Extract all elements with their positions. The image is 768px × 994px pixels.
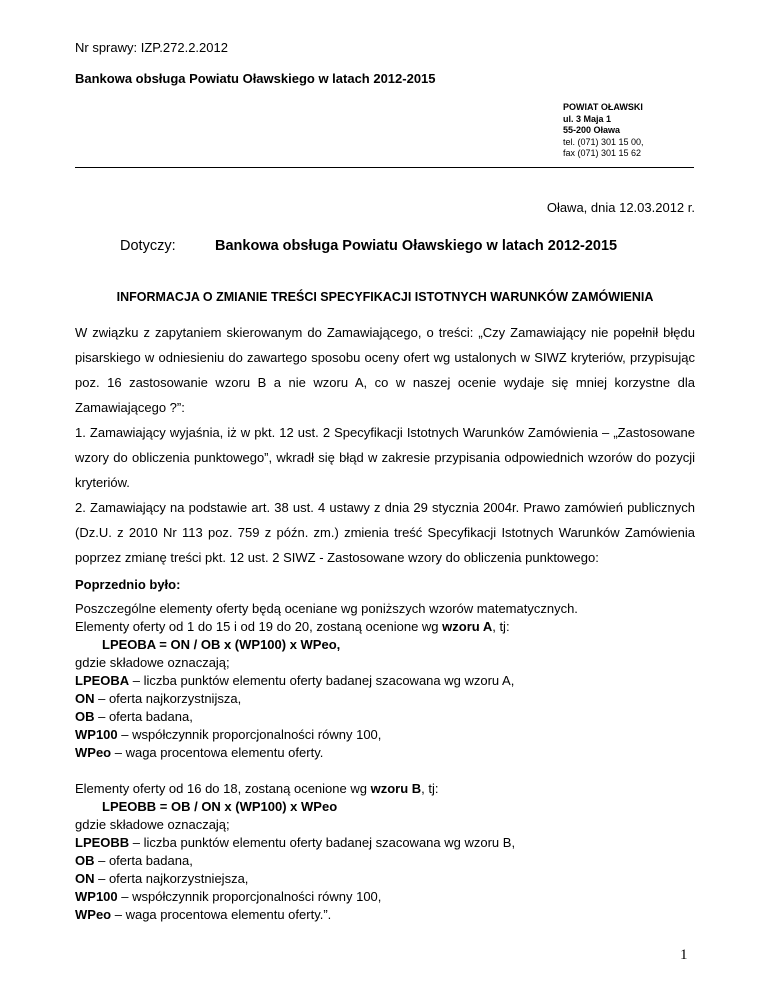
formula-b-intro-text: Elementy oferty od 16 do 18, zostaną ocenione wg [75, 781, 371, 796]
list-item-a [75, 726, 381, 744]
subject-label: Dotyczy: [120, 238, 176, 254]
list-item-b [75, 852, 193, 870]
project-title: Bankowa obsługa Powiatu Oławskiego w latach 2012-2015 [75, 71, 436, 86]
document-date: Oława, dnia 12.03.2012 r. [546, 200, 695, 215]
address-block [563, 102, 644, 160]
term: OB [75, 709, 95, 724]
formula-a-intro-end: , tj: [492, 619, 510, 634]
address-street: ul. 3 Maja 1 [563, 113, 612, 124]
list-item-a [75, 744, 323, 762]
list-item-b [75, 834, 515, 852]
term: WP100 [75, 727, 118, 742]
list-item-a [75, 690, 241, 708]
address-name: POWIAT OŁAWSKI [563, 102, 643, 112]
list-item-a [75, 708, 193, 726]
paragraph-point-1: 1. Zamawiający wyjaśnia, iż w pkt. 12 ust. 2 Specyfikacji Istotnych Warunków Zamówienia – „Zastosowane wzory do obliczenia punktowego”, wkradł się błąd w zakresie przypisania odpowiednich wzorów do pozycji kryteriów. [75, 425, 695, 490]
header-rule [75, 167, 694, 168]
address-fax: fax (071) 301 15 62 [563, 148, 642, 158]
formula-a-name: wzoru A [442, 619, 493, 634]
formula-a-intro-text: Elementy oferty od 1 do 15 i od 19 do 20, zostaną ocenione wg [75, 619, 443, 634]
term-desc: – waga procentowa elementu oferty.”. [111, 907, 332, 922]
components-a-label: gdzie składowe oznaczają; [75, 655, 230, 670]
term-desc: – oferta najkorzystnijsza, [94, 691, 242, 706]
previous-label: Poprzednio było: [75, 577, 181, 592]
subject-text: Bankowa obsługa Powiatu Oławskiego w latach 2012-2015 [215, 238, 618, 254]
term: ON [75, 871, 95, 886]
previous-intro: Poszczególne elementy oferty będą oceniane wg poniższych wzorów matematycznych. [75, 601, 578, 616]
formula-b: LPEOBB = OB / ON x (WP100) x WPeo [102, 799, 338, 814]
term: OB [75, 853, 95, 868]
term-desc: – liczba punktów elementu oferty badanej szacowana wg wzoru A, [129, 673, 515, 688]
paragraph-point-2: 2. Zamawiający na podstawie art. 38 ust. 4 ustawy z dnia 29 stycznia 2004r. Prawo zamówień publicznych (Dz.U. z 2010 Nr 113 poz. 759 z późn. zm.) zmienia treść Specyfikacji Istotnych Warunków Zamówienia poprzez zmianę treści pkt. 12 ust. 2 SIWZ - Zastosowane wzory do obliczenia punktowego: [75, 500, 695, 565]
term: WP100 [75, 889, 118, 904]
term: LPEOBA [75, 673, 130, 688]
list-item-b [75, 906, 331, 924]
case-number: Nr sprawy: IZP.272.2.2012 [75, 40, 228, 55]
term: LPEOBB [75, 835, 130, 850]
term: WPeo [75, 745, 112, 760]
term-desc: – współczynnik proporcjonalności równy 100, [117, 889, 382, 904]
list-item-b [75, 870, 248, 888]
formula-a: LPEOBA = ON / OB x (WP100) x WPeo, [102, 637, 341, 652]
list-item-b [75, 888, 381, 906]
term-desc: – liczba punktów elementu oferty badanej szacowana wg wzoru B, [129, 835, 516, 850]
term-desc: – oferta badana, [94, 709, 193, 724]
term-desc: – oferta najkorzystniejsza, [94, 871, 249, 886]
paragraph-question: W związku z zapytaniem skierowanym do Zamawiającego, o treści: „Czy Zamawiający nie popełnił błędu pisarskiego w odniesieniu do zawartego sposobu oceny ofert wg ustalonych w SIWZ kryteriów, przypisując poz. 16 zastosowanie wzoru B a nie wzoru A, co w naszej ocenie wydaje się mniej korzystne dla Zamawiającego ?”: [75, 325, 695, 415]
formula-b-intro-end: , tj: [421, 781, 439, 796]
address-city: 55-200 Oława [563, 125, 621, 135]
term-desc: – współczynnik proporcjonalności równy 100, [117, 727, 382, 742]
formula-a-intro [75, 618, 510, 636]
formula-b-intro [75, 780, 439, 798]
document-heading: INFORMACJA O ZMIANIE TREŚCI SPECYFIKACJI ISTOTNYCH WARUNKÓW ZAMÓWIENIA [116, 290, 654, 304]
formula-b-name: wzoru B [370, 781, 422, 796]
term-desc: – oferta badana, [94, 853, 193, 868]
term: WPeo [75, 907, 112, 922]
term: ON [75, 691, 95, 706]
address-tel: tel. (071) 301 15 00, [563, 136, 644, 147]
page-number: 1 [680, 947, 688, 963]
term-desc: – waga procentowa elementu oferty. [111, 745, 324, 760]
components-b-label: gdzie składowe oznaczają; [75, 817, 230, 832]
list-item-a [75, 672, 514, 690]
